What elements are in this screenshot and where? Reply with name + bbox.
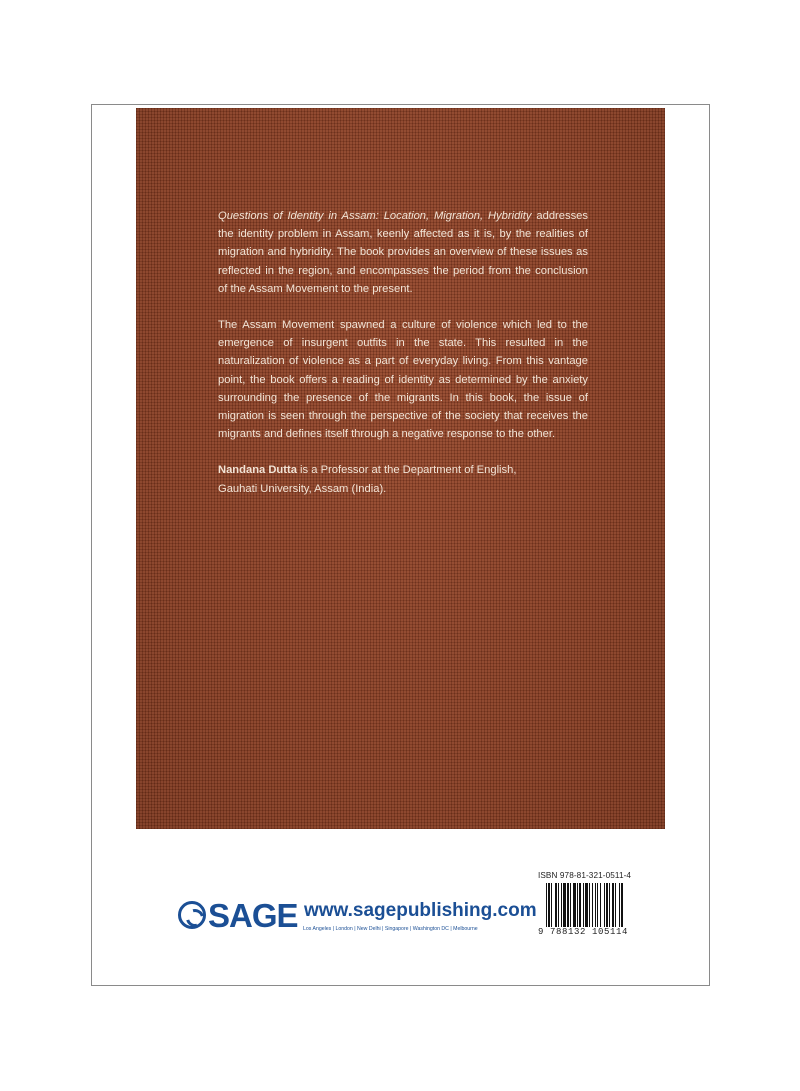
isbn-label: ISBN 978-81-321-0511-4 xyxy=(538,871,632,880)
blurb-paragraph-1 xyxy=(218,207,588,298)
sage-publisher-logo xyxy=(178,899,538,941)
sage-wordmark: SAGE xyxy=(208,897,298,934)
publisher-url: www.sagepublishing.com xyxy=(304,900,537,921)
barcode-digits: 9 788132 105114 xyxy=(538,927,629,937)
publisher-cities: Los Angeles | London | New Delhi | Singapore | Washington DC | Melbourne xyxy=(303,926,478,932)
author-name: Nandana Dutta xyxy=(218,464,297,477)
author-bio-line-2: Gauhati University, Assam (India). xyxy=(218,482,387,495)
blurb-text-1: addresses the identity problem in Assam, keenly affected as it is, by the realities of migration and hybridity. The book provides an overview of these issues as reflected in the region, and encompasses the period from the conclusion of the Assam Movement to the present. xyxy=(218,210,588,295)
sage-circle-icon xyxy=(178,901,206,929)
author-bio xyxy=(218,461,588,497)
book-title: Questions of Identity in Assam: Location, Migration, Hybridity xyxy=(218,210,532,222)
blurb xyxy=(218,207,588,516)
author-bio-line-1: is a Professor at the Department of English, xyxy=(296,464,517,477)
barcode-icon xyxy=(546,883,658,927)
blurb-paragraph-2: The Assam Movement spawned a culture of violence which led to the emergence of insurgent outfits in the state. This resulted in the naturalization of violence as a part of everyday living. From this vantage point, the book offers a reading of identity as determined by the anxiety surrounding the presence of the migrants. In this book, the issue of migration is seen through the perspective of the society that receives the migrants and defines itself through a negative response to the other. xyxy=(218,319,588,441)
back-cover xyxy=(136,108,665,829)
